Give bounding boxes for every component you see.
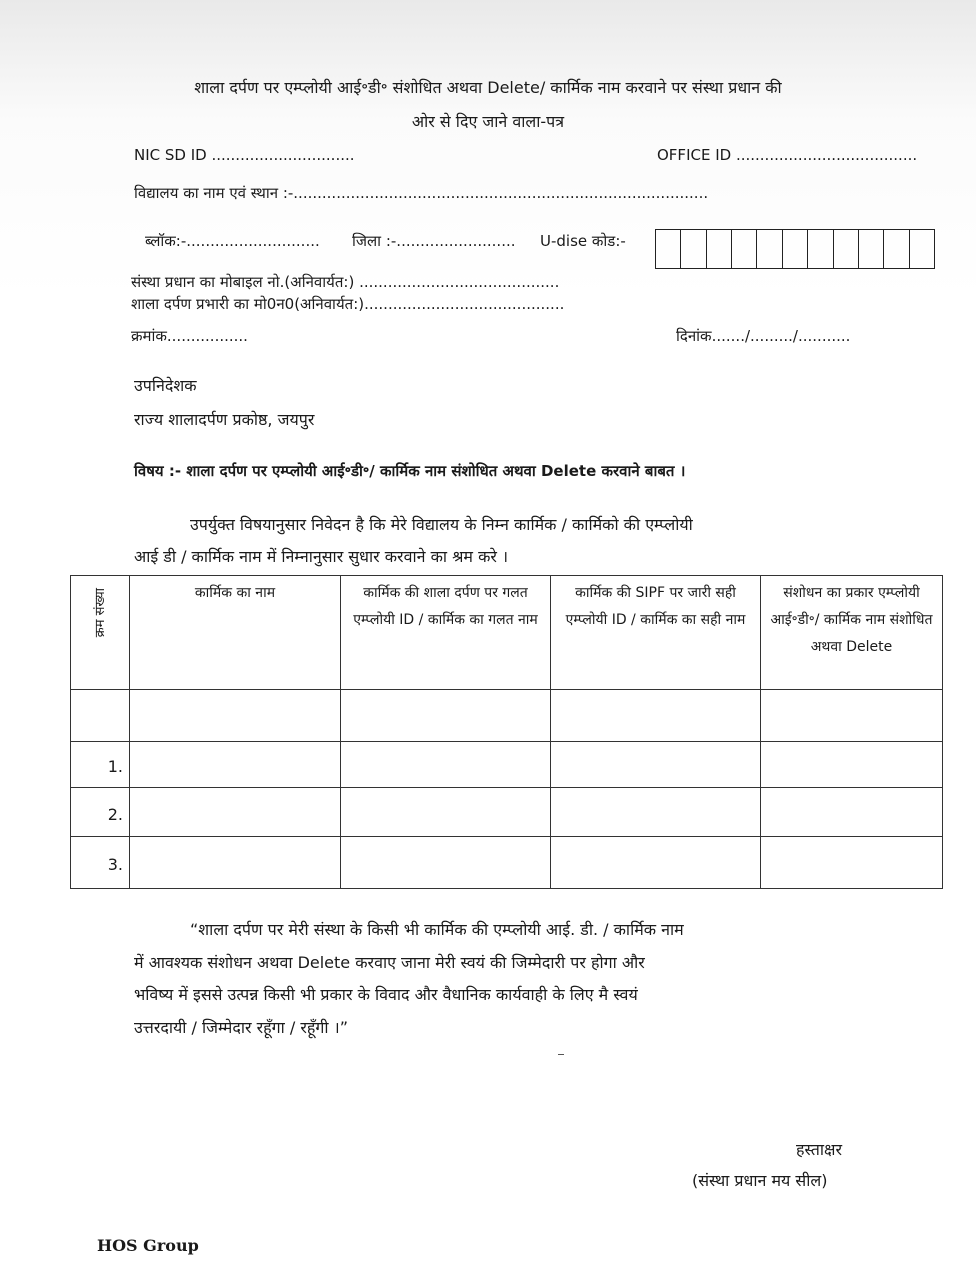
cell-correction-type[interactable]: [761, 742, 943, 788]
signature-subtitle: (संस्था प्रधान मय सील): [692, 1171, 828, 1190]
correction-table: [70, 575, 943, 889]
header-serial: क्रम संख्या: [71, 576, 130, 690]
request-line-2: आई डी / कार्मिक नाम में निम्नानुसार सुधार करवाने का श्रम करे ।: [134, 547, 509, 566]
signature-label: हस्ताक्षर: [796, 1140, 843, 1159]
cell-employee-name[interactable]: [130, 837, 341, 889]
title-line-2: ओर से दिए जाने वाला-पत्र: [411, 112, 565, 131]
block-field: ब्लॉक:-............................: [145, 232, 320, 250]
cell-correct-id[interactable]: [551, 742, 761, 788]
row-number: 1.: [71, 742, 130, 788]
cell-correction-type[interactable]: [761, 837, 943, 889]
declaration-line-3: भविष्य में इससे उत्पन्न किसी भी प्रकार के विवाद और वैधानिक कार्यवाही के लिए मै स्वयं: [134, 985, 638, 1004]
serial-number-field: क्रमांक.................: [131, 327, 248, 345]
principal-mobile-field: संस्था प्रधान का मोबाइल नो.(अनिवार्यत:) ..........................................: [131, 273, 560, 291]
row-number: 2.: [71, 788, 130, 837]
udise-label: U-dise कोड:-: [540, 232, 626, 250]
declaration-line-4: उत्तरदायी / जिम्मेदार रहूँगा / रहूँगी ।”: [134, 1018, 349, 1037]
cell-wrong-id[interactable]: [341, 837, 551, 889]
cell-employee-name[interactable]: [130, 690, 341, 742]
cell-wrong-id[interactable]: [341, 788, 551, 837]
title-line-1: शाला दर्पण पर एम्प्लोयी आई॰डी॰ संशोधित अथवा Delete/ कार्मिक नाम करवाने पर संस्था प्रधान की: [194, 78, 782, 97]
table-row: [71, 742, 943, 788]
request-line-1: उपर्युक्त विषयानुसार निवेदन है कि मेरे विद्यालय के निम्न कार्मिक / कार्मिको की एम्प्लोयी: [190, 515, 693, 534]
cell-employee-name[interactable]: [130, 788, 341, 837]
district-field: जिला :-.........................: [352, 232, 516, 250]
table-row: [71, 788, 943, 837]
stray-mark: [558, 1054, 564, 1055]
header-employee-name: कार्मिक का नाम: [130, 576, 341, 690]
cell-correct-id[interactable]: [551, 837, 761, 889]
date-field: दिनांक......./........./...........: [676, 327, 851, 345]
declaration-line-1: “शाला दर्पण पर मेरी संस्था के किसी भी कार्मिक की एम्प्लोयी आई. डी. / कार्मिक नाम: [190, 920, 684, 939]
header-correction-type: संशोधन का प्रकार एम्प्लोयी आई॰डी॰/ कार्मिक नाम संशोधित अथवा Delete: [761, 576, 943, 690]
declaration-line-2: में आवश्यक संशोधन अथवा Delete करवाए जाना मेरी स्वयं की जिम्मेदारी पर होगा और: [134, 953, 645, 972]
table-header-row: [71, 576, 943, 690]
cell-wrong-id[interactable]: [341, 742, 551, 788]
address-line-2: राज्य शालादर्पण प्रकोष्ठ, जयपुर: [134, 410, 315, 429]
school-name-field: विद्यालय का नाम एवं स्थान :-.......................................................................................: [134, 184, 709, 202]
header-wrong-id: कार्मिक की शाला दर्पण पर गलत एम्प्लोयी ID / कार्मिक का गलत नाम: [341, 576, 551, 690]
subject-line: विषय :- शाला दर्पण पर एम्प्लोयी आई॰डी॰/ कार्मिक नाम संशोधित अथवा Delete करवाने बाबत ।: [134, 462, 686, 480]
cell-correction-type[interactable]: [761, 788, 943, 837]
udise-code-boxes: [655, 229, 935, 269]
header-correct-id: कार्मिक की SIPF पर जारी सही एम्प्लोयी ID / कार्मिक का सही नाम: [551, 576, 761, 690]
table-row: [71, 690, 943, 742]
nic-sd-id-field: NIC SD ID ..............................: [134, 146, 355, 164]
cell-wrong-id[interactable]: [341, 690, 551, 742]
row-number: [71, 690, 130, 742]
incharge-mobile-field: शाला दर्पण प्रभारी का मो0न0(अनिवार्यत:)..........................................: [131, 295, 565, 313]
office-id-field: OFFICE ID ......................................: [657, 146, 918, 164]
row-number: 3.: [71, 837, 130, 889]
cell-correct-id[interactable]: [551, 690, 761, 742]
cell-correction-type[interactable]: [761, 690, 943, 742]
cell-employee-name[interactable]: [130, 742, 341, 788]
address-line-1: उपनिदेशक: [134, 376, 197, 395]
table-row: [71, 837, 943, 889]
footer-group-name: HOS Group: [97, 1236, 199, 1255]
cell-correct-id[interactable]: [551, 788, 761, 837]
